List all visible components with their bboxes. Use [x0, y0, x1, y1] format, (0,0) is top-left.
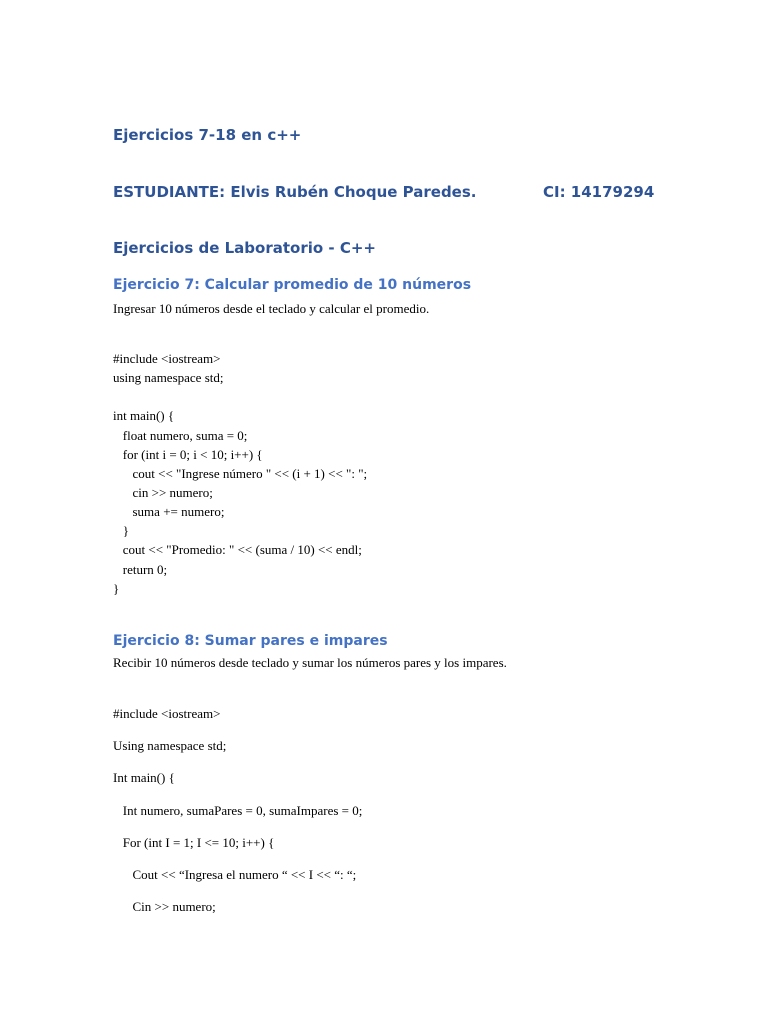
exercise-8-title: Ejercicio 8: Sumar pares e impares [113, 633, 388, 649]
code-line: cout << "Promedio: " << (suma / 10) << endl; [113, 542, 362, 558]
code-line: Int numero, sumaPares = 0, sumaImpares = 0; [113, 802, 363, 818]
student-name: ESTUDIANTE: Elvis Rubén Choque Paredes. [113, 183, 477, 201]
code-line: } [113, 523, 129, 539]
code-line: cout << "Ingrese número " << (i + 1) << ": "; [113, 465, 368, 481]
code-line: int main() { [113, 408, 175, 424]
code-line: Cout << “Ingresa el numero “ << I << “: “; [113, 866, 357, 882]
document-title: Ejercicios 7-18 en c++ [113, 126, 302, 144]
code-line: } [113, 580, 120, 596]
code-line [113, 387, 367, 406]
code-line: cin >> numero; [113, 484, 213, 500]
code-line: float numero, suma = 0; [113, 427, 248, 443]
code-line: #include <iostream> [113, 706, 221, 721]
exercise-7-description: Ingresar 10 números desde el teclado y calcular el promedio. [113, 301, 430, 316]
code-line: for (int i = 0; i < 10; i++) { [113, 446, 263, 462]
lab-heading: Ejercicios de Laboratorio - C++ [113, 239, 376, 257]
code-line: For (int I = 1; I <= 10; i++) { [113, 834, 275, 850]
code-line: Using namespace std; [113, 738, 227, 754]
exercise-7-code [113, 349, 367, 598]
code-line: #include <iostream> [113, 351, 221, 366]
exercise-8-description: Recibir 10 números desde teclado y sumar los números pares y los impares. [113, 655, 507, 670]
exercise-7-title: Ejercicio 7: Calcular promedio de 10 números [113, 277, 472, 293]
code-line: using namespace std; [113, 370, 224, 386]
exercise-8-code [113, 698, 362, 923]
code-line: suma += numero; [113, 504, 225, 520]
code-line: Cin >> numero; [113, 899, 216, 915]
code-line: return 0; [113, 561, 168, 577]
student-ci: CI: 14179294 [543, 183, 655, 201]
code-line: Int main() { [113, 770, 175, 786]
